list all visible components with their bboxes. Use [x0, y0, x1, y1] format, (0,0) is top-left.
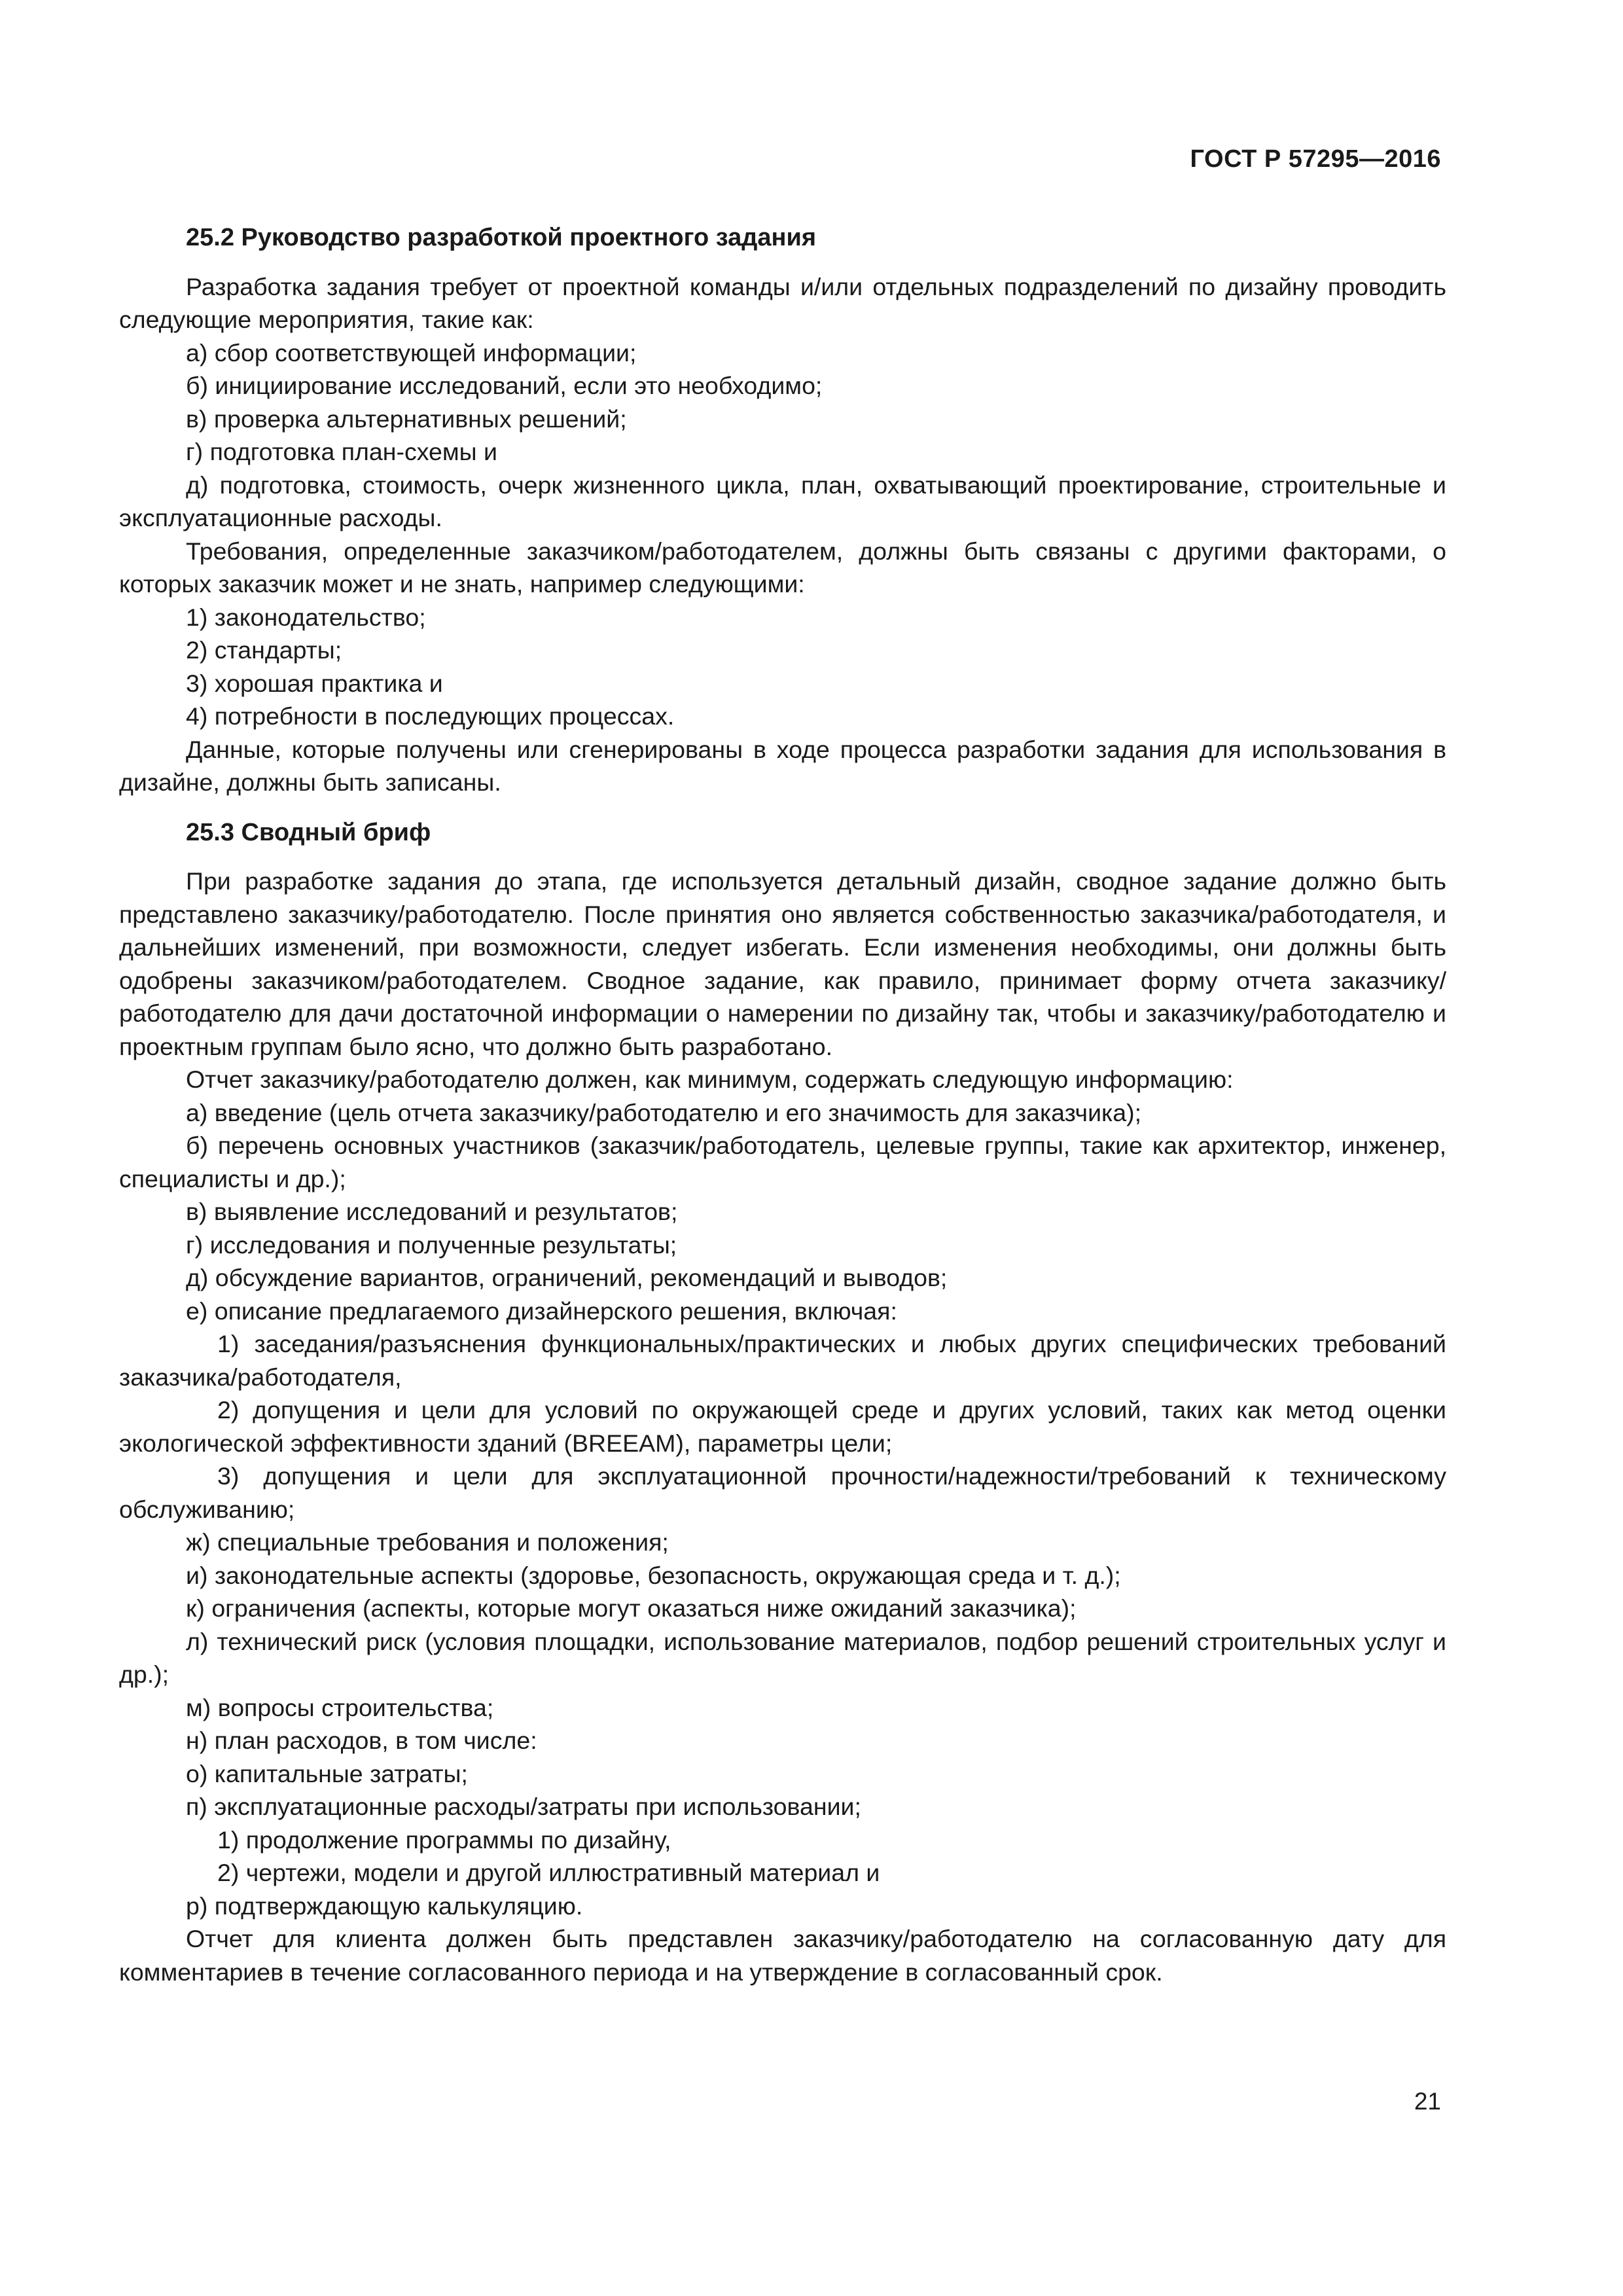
list-item: ж) специальные требования и положения; — [186, 1528, 669, 1556]
list-item: г) подготовка план-схемы и — [186, 438, 498, 465]
list-item: м) вопросы строительства; — [186, 1693, 494, 1721]
list-item: а) введение (цель отчета заказчику/работодателю и его значимость для заказчика); — [186, 1098, 1142, 1126]
list-item: 3) хорошая практика и — [186, 669, 443, 697]
sub-list-item: 2) допущения и цели для условий по окружающей среде и других условий, таких как метод оценки экологической эффективности зданий (BREEAM), параметры цели; — [119, 1396, 1446, 1457]
list-item: б) перечень основных участников (заказчик/работодатель, целевые группы, такие как архитектор, инженер, специалисты и др.); — [119, 1132, 1446, 1193]
paragraph: Отчет для клиента должен быть представлен заказчику/работодателю на согласованную дату для комментариев в течение согласованного периода и на утверждение в согласованный срок. — [119, 1925, 1446, 1986]
list-item: а) сбор соответствующей информации; — [186, 338, 637, 367]
paragraph: Отчет заказчику/работодателю должен, как минимум, содержать следующую информацию: — [186, 1066, 1234, 1093]
section-heading-25-3: 25.3 Сводный бриф — [186, 818, 431, 846]
paragraph: Требования, определенные заказчиком/работодателем, должны быть связаны с другими факторами, о которых заказчик может и не знать, например следующими: — [119, 537, 1446, 598]
sub-list-item: 2) чертежи, модели и другой иллюстративный материал и — [217, 1859, 880, 1886]
list-item: н) план расходов, в том числе: — [186, 1727, 537, 1754]
list-item: л) технический риск (условия площадки, использование материалов, подбор решений строительных услуг и др.); — [119, 1627, 1446, 1688]
list-item: г) исследования и полученные результаты; — [186, 1230, 677, 1259]
list-item: б) инициирование исследований, если это необходимо; — [186, 372, 823, 399]
list-item: р) подтверждающую калькуляцию. — [186, 1892, 583, 1920]
paragraph: Данные, которые получены или сгенерированы в ходе процесса разработки задания для использования в дизайне, должны быть записаны. — [119, 735, 1446, 796]
list-item: в) проверка альтернативных решений; — [186, 404, 627, 433]
list-item: в) выявление исследований и результатов; — [186, 1198, 678, 1225]
list-item: п) эксплуатационные расходы/затраты при использовании; — [186, 1793, 861, 1820]
list-item: и) законодательные аспекты (здоровье, безопасность, окружающая среда и т. д.); — [186, 1561, 1121, 1589]
section-heading-25-2: 25.2 Руководство разработкой проектного задания — [186, 224, 816, 251]
sub-list-item: 1) продолжение программы по дизайну, — [217, 1825, 671, 1854]
list-item: д) обсуждение вариантов, ограничений, рекомендаций и выводов; — [186, 1264, 948, 1291]
list-item: е) описание предлагаемого дизайнерского решения, включая: — [186, 1297, 897, 1325]
document-id-header: ГОСТ Р 57295—2016 — [1190, 145, 1441, 173]
sub-list-item: 3) допущения и цели для эксплуатационной прочности/надежности/требований к техническому обслуживанию; — [119, 1462, 1446, 1523]
list-item: 2) стандарты; — [186, 636, 342, 664]
sub-list-item: 1) заседания/разъяснения функциональных/практических и любых других специфических требований заказчика/работодателя, — [119, 1330, 1446, 1391]
list-item: 1) законодательство; — [186, 603, 426, 631]
page-number: 21 — [1414, 2088, 1441, 2115]
paragraph: Разработка задания требует от проектной команды и/или отдельных подразделений по дизайну проводить следующие мероприятия, такие как: — [119, 272, 1446, 333]
paragraph: При разработке задания до этапа, где используется детальный дизайн, сводное задание должно быть представлено заказчику/работодателю. После принятия оно является собственностью заказчика/работодателя, и дальнейших изменений, при возможности, следует избегать. Если изменения необходимы, они должны быть одобрены заказчиком/работодателем. Сводное задание, как правило, принимает форму отчета заказчику/ работодателю для дачи достаточной информации о намерении по дизайну так, чтобы и заказчику/работодателю и проектным группам было ясно, что должно быть разработано. — [119, 867, 1446, 1060]
document-body — [119, 221, 1446, 1988]
list-item: д) подготовка, стоимость, очерк жизненного цикла, план, охватывающий проектирование, строительные и эксплуатационные расходы. — [119, 471, 1446, 531]
list-item: к) ограничения (аспекты, которые могут оказаться ниже ожиданий заказчика); — [186, 1594, 1077, 1622]
list-item: о) капитальные затраты; — [186, 1759, 468, 1787]
list-item: 4) потребности в последующих процессах. — [186, 702, 675, 730]
